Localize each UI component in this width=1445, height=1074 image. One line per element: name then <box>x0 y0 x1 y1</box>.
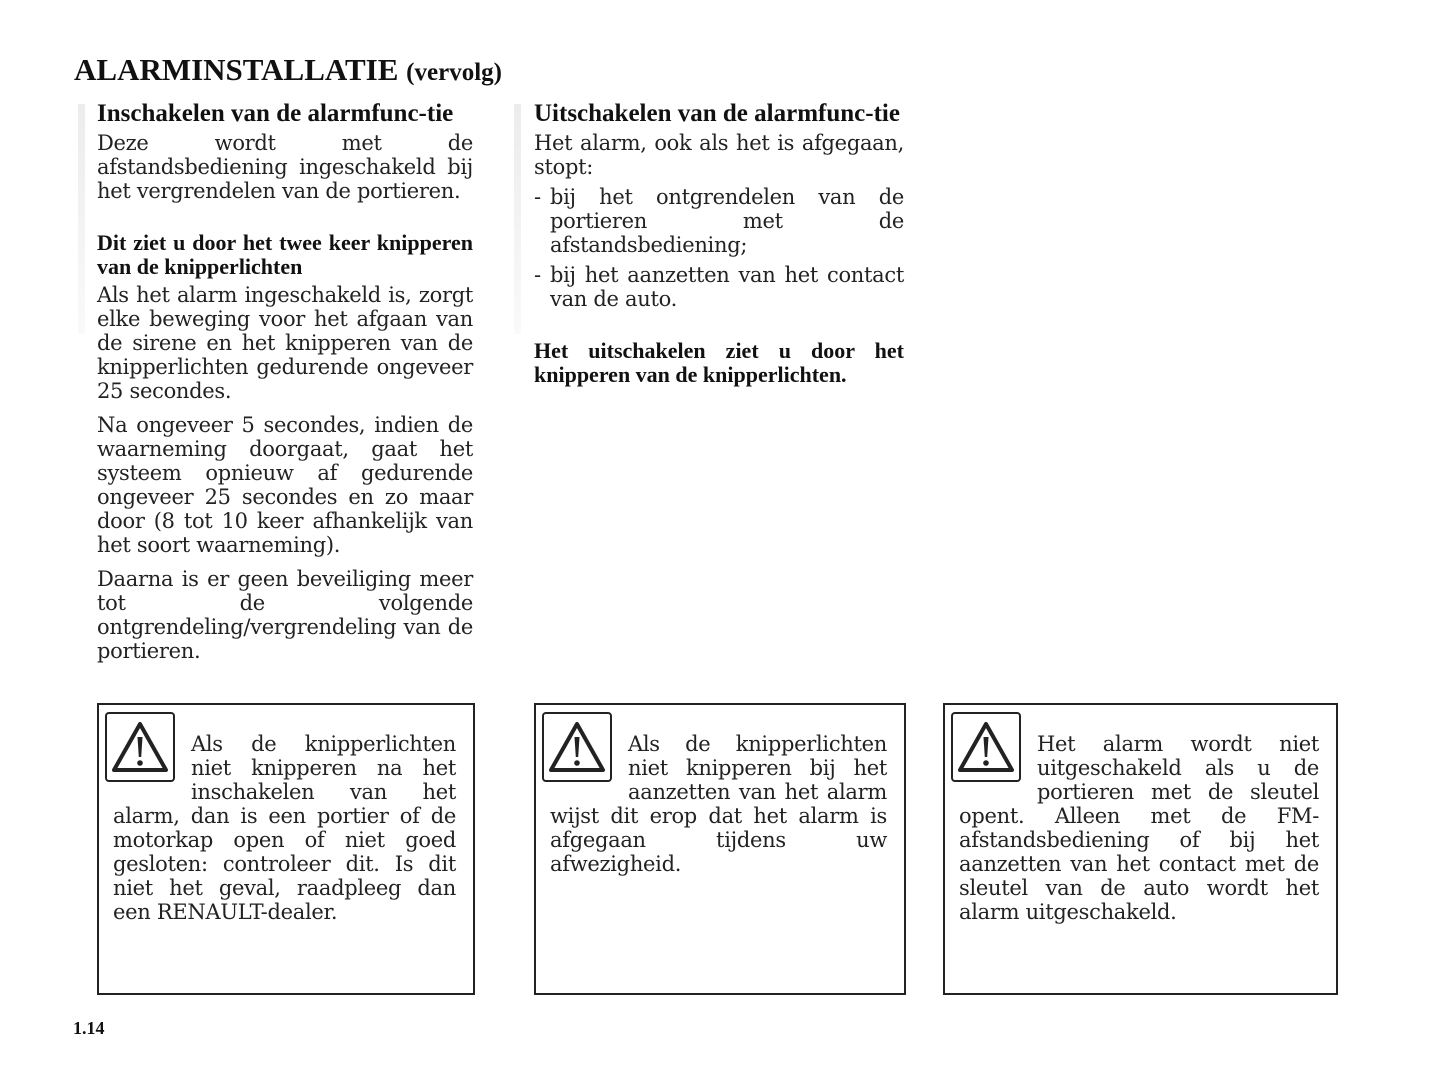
left-section-heading: Inschakelen van de alarmfunc-tie <box>97 100 454 127</box>
page-title-main: ALARMINSTALLATIE <box>74 52 399 87</box>
left-paragraph-1: Als het alarm ingeschakeld is, zorgt elke beweging voor het afgaan van de sirene en het knipperen van de knipperlichten gedurende ongeveer 25 secondes. <box>97 283 473 403</box>
middle-margin-mark <box>514 104 521 334</box>
middle-section-heading: Uitschakelen van de alarmfunc-tie <box>534 100 900 127</box>
middle-intro-text: Het alarm, ook als het is afgegaan, stopt: <box>534 131 904 179</box>
list-item <box>534 185 904 257</box>
warning-text-1: Als de knipperlichten niet knipperen na het inschakelen van het alarm, dan is een portier of de motorkap open of niet goed gesloten: controleer dit. Is dit niet het geval, raadpleeg dan een RENAULT-dealer. <box>113 732 456 924</box>
warning-box-1 <box>97 703 475 995</box>
warning-text-2: Als de knipperlichten niet knipperen bij het aanzetten van het alarm wijst dit erop dat het alarm is afgegaan tijdens uw afwezigheid. <box>550 732 887 876</box>
stop-conditions-list <box>534 185 904 311</box>
warning-text-3: Het alarm wordt niet uitgeschakeld als u de portieren met de sleutel opent. Alleen met de FM- afstandsbediening of bij het aanzetten van het contact met de sleutel van de auto wordt het alarm uitgeschakeld. <box>959 732 1319 924</box>
warning-triangle-icon <box>542 712 612 782</box>
warning-box-2 <box>534 703 906 995</box>
list-item <box>534 263 904 311</box>
bullet-dash: - <box>534 263 541 287</box>
middle-note: Het uitschakelen ziet u door het knipperen van de knipperlichten. <box>534 338 904 387</box>
bullet-dash: - <box>534 185 541 209</box>
page-title-subtitle: (vervolg) <box>406 59 502 86</box>
warning-triangle-icon <box>105 712 175 782</box>
page-number: 1.14 <box>73 1018 105 1038</box>
middle-column <box>534 100 904 387</box>
page-title <box>74 50 502 93</box>
list-item-text: bij het aanzetten van het contact van de auto. <box>550 263 904 311</box>
warning-box-3 <box>943 703 1338 995</box>
left-subheading: Dit ziet u door het twee keer knipperen van de knipperlichten <box>97 230 473 279</box>
warning-triangle-icon <box>951 712 1021 782</box>
list-item-text: bij het ontgrendelen van de portieren met de afstandsbediening; <box>550 185 904 257</box>
left-column <box>97 100 473 663</box>
left-intro-text: Deze wordt met de afstandsbediening ingeschakeld bij het vergrendelen van de portieren. <box>97 131 473 203</box>
left-paragraph-3: Daarna is er geen beveiliging meer tot de volgende ontgrendeling/vergrendeling van de portieren. <box>97 567 473 663</box>
left-margin-mark <box>78 104 85 334</box>
left-paragraph-2: Na ongeveer 5 secondes, indien de waarneming doorgaat, gaat het systeem opnieuw af gedurende ongeveer 25 secondes en zo maar door (8 tot 10 keer afhankelijk van het soort waarneming). <box>97 413 473 557</box>
